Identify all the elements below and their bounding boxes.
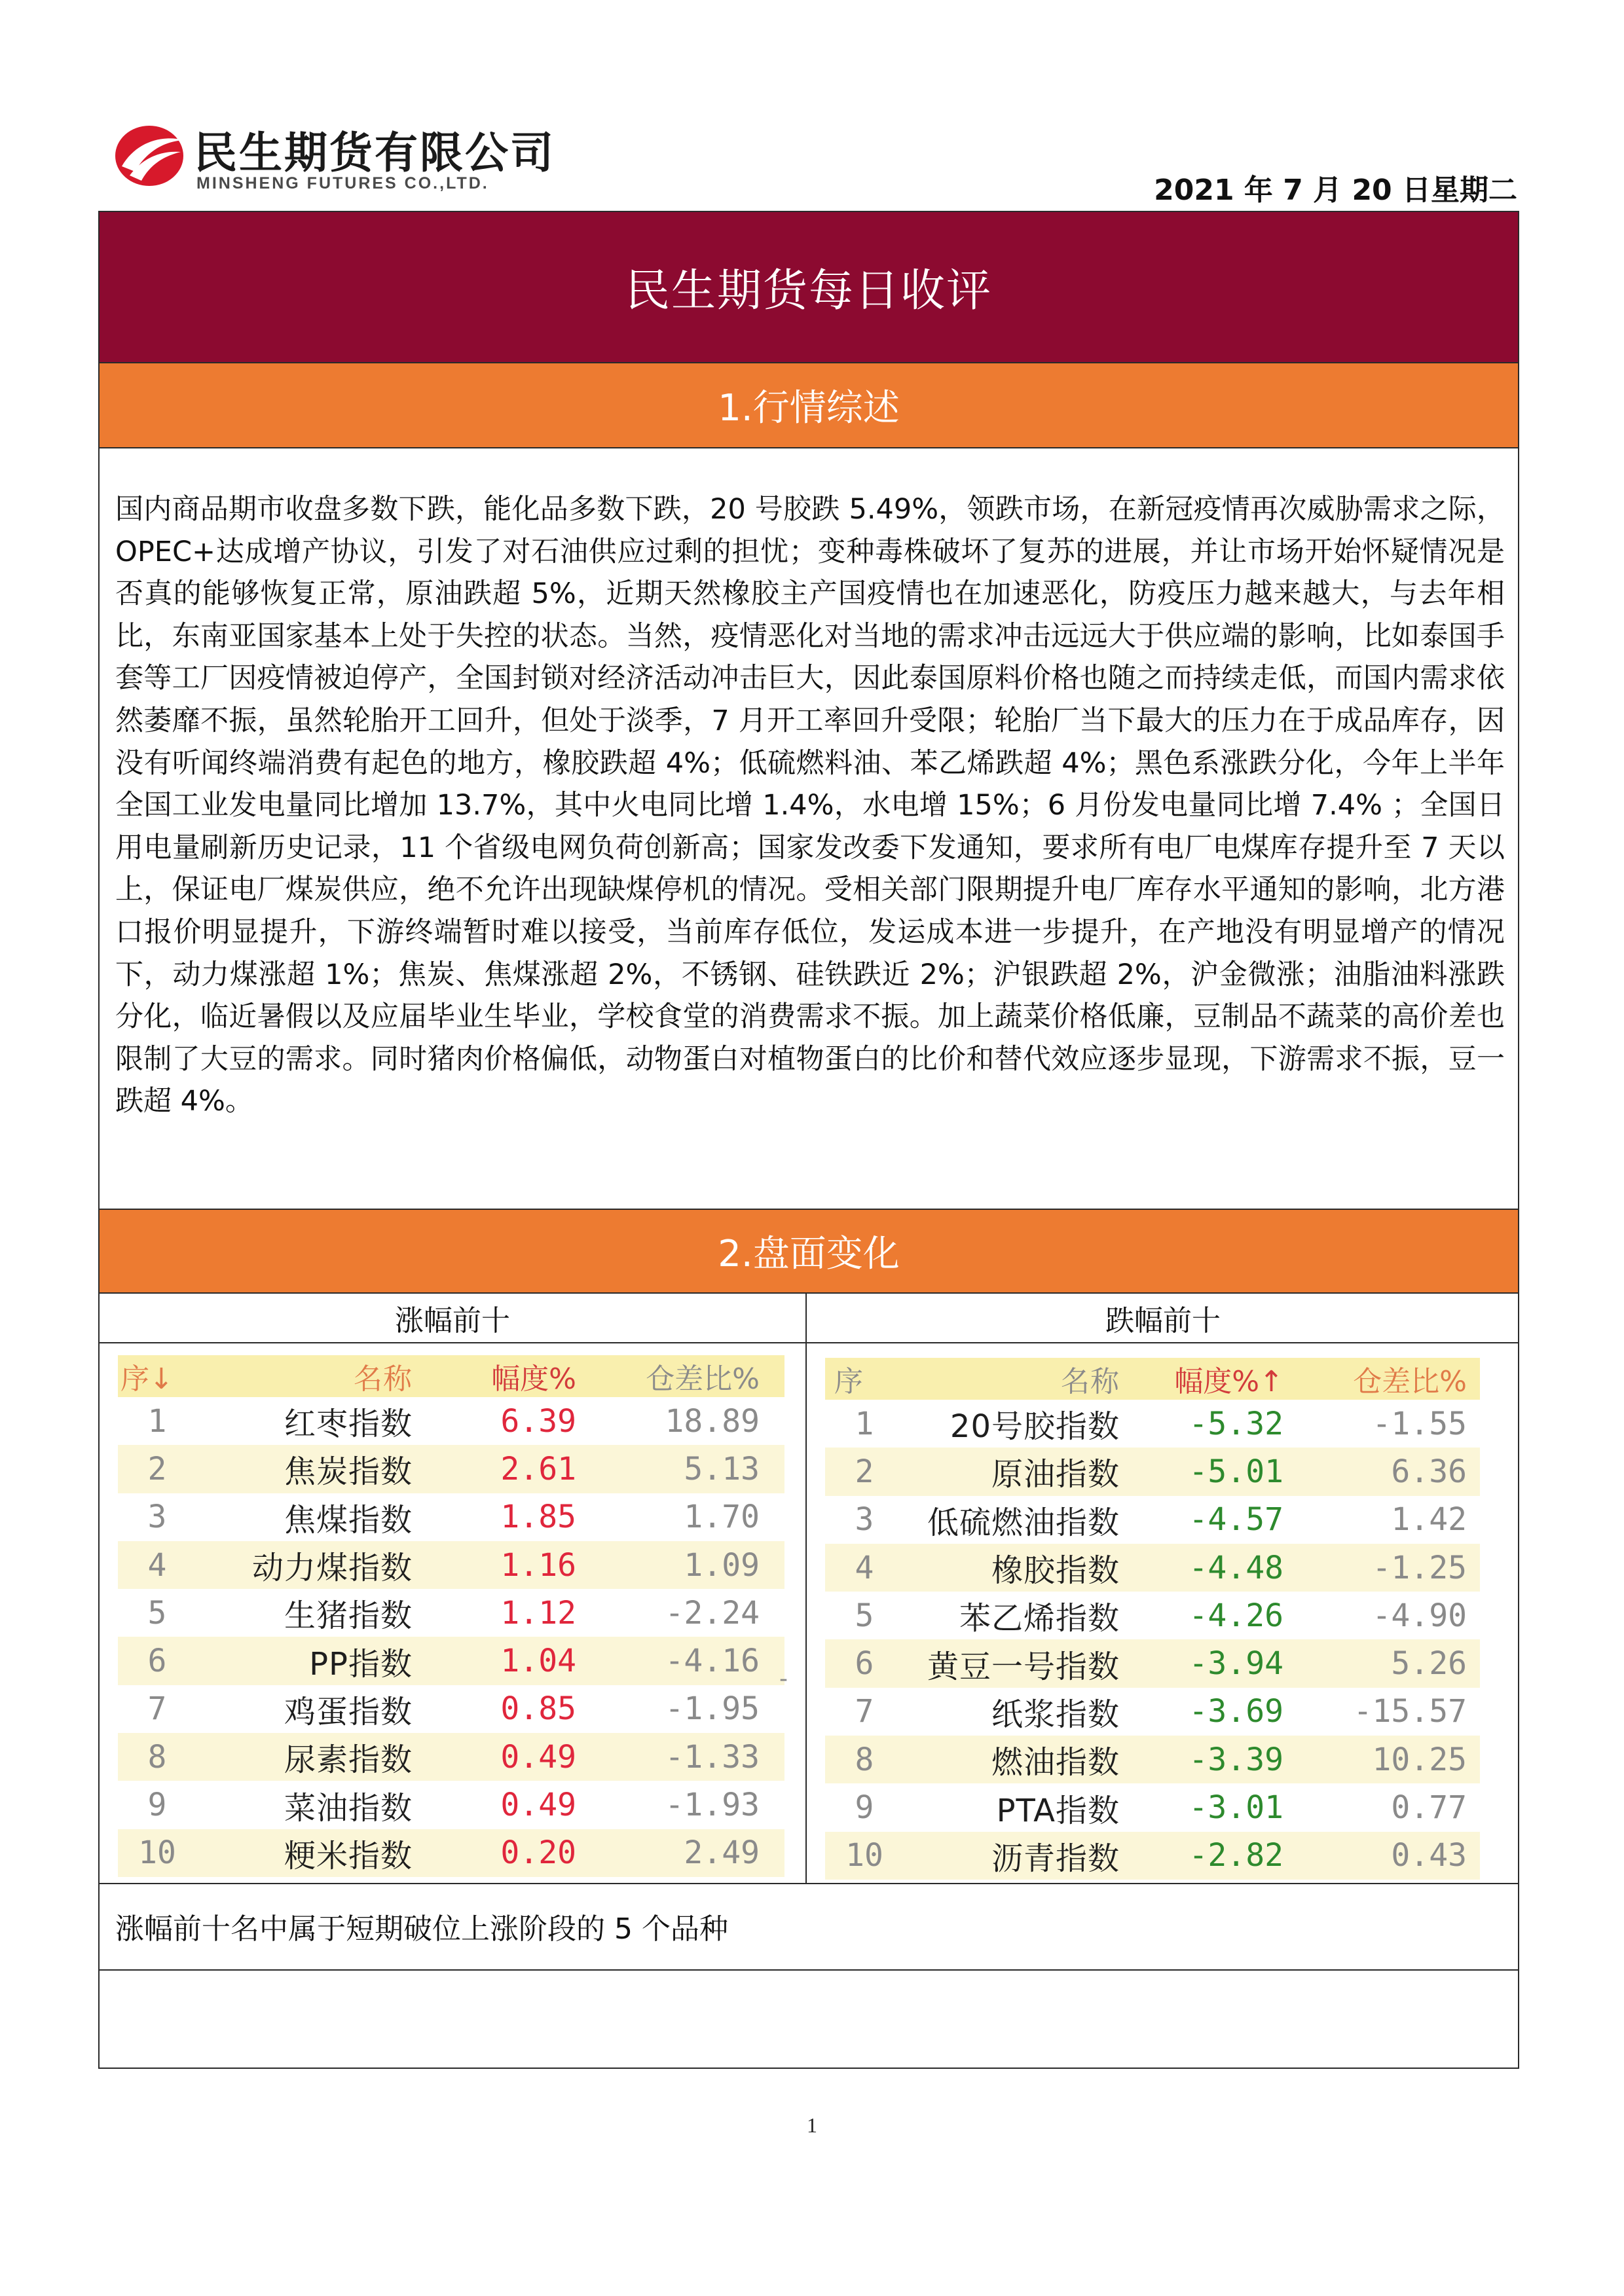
header-pct: 幅度% [491,1362,576,1396]
table-row [118,1493,784,1541]
row-number: 9 [147,1787,167,1824]
losers-table [825,1358,1480,1880]
row-position-change: 5.13 [684,1450,760,1487]
row-change-pct: -4.57 [1189,1501,1283,1539]
row-change-pct: -3.94 [1189,1645,1283,1683]
row-name: 鸡蛋指数 [284,1693,413,1730]
header-name: 名称 [1061,1365,1120,1398]
table-row [825,1592,1480,1639]
row-change-pct: 1.85 [500,1499,576,1536]
gainers-title: 涨幅前十 [100,1294,805,1343]
table-row [825,1448,1480,1495]
table-row [118,1397,784,1445]
header-no: 序 [834,1365,863,1398]
row-name: 20号胶指数 [950,1408,1120,1446]
row-position-change: 1.09 [684,1546,760,1584]
company-logo [110,115,568,200]
row-change-pct: 0.49 [500,1738,576,1776]
row-position-change: -4.16 [665,1643,760,1680]
section-market-change-title: 2.盘面变化 [100,1209,1518,1294]
row-number: 1 [147,1402,167,1440]
row-name: 黄豆一号指数 [927,1648,1120,1685]
report-title: 民生期货每日收评 [100,212,1518,363]
row-name: 橡胶指数 [991,1552,1120,1590]
row-number: 4 [855,1549,874,1586]
table-row [825,1832,1480,1880]
table-row [825,1688,1480,1736]
row-change-pct: -4.26 [1189,1597,1283,1634]
row-position-change: -4.90 [1372,1597,1467,1634]
row-number: 3 [147,1499,167,1536]
table-row [118,1589,784,1637]
row-name: 生猪指数 [284,1597,413,1635]
row-name: PP指数 [309,1645,413,1683]
row-position-change: 0.43 [1391,1837,1467,1874]
row-name: 低硫燃油指数 [927,1504,1120,1541]
row-number: 7 [147,1690,167,1728]
row-change-pct: 1.04 [500,1643,576,1680]
table-row [118,1685,784,1733]
row-change-pct: 0.49 [500,1787,576,1824]
row-position-change: 0.77 [1391,1789,1467,1827]
row-number: 3 [855,1501,874,1539]
row-change-pct: -5.01 [1189,1453,1283,1490]
header-no: 序↓ [120,1362,174,1396]
row-name: 焦煤指数 [284,1501,413,1539]
row-name: 原油指数 [991,1456,1120,1493]
row-position-change: 1.70 [684,1499,760,1536]
table-row [118,1733,784,1781]
column-divider [805,1294,807,1883]
minsheng-logo-icon [110,115,189,194]
row-number: 2 [855,1453,874,1490]
row-name: 红枣指数 [284,1406,413,1443]
row-position-change: -1.95 [665,1690,760,1728]
market-overview-text: 国内商品期市收盘多数下跌，能化品多数下跌，20 号胶跌 5.49%，领跌市场，在新冠疫情再次威胁需求之际，OPEC+达成增产协议，引发了对石油供应过剩的担忧；变种毒株破坏了复苏的进展，并让市场开始怀疑情况是否真的能够恢复正常，原油跌超 5%，近期天然橡胶主产国疫情也在加速恶化，防疫压力越来越大，与去年相比，东南亚国家基本上处于失控的状态。当然，疫情恶化对当地的需求冲击远远大于供应端的影响，比如泰国手套等工厂因疫情被迫停产，全国封锁对经济活动冲击巨大，因此泰国原料价格也随之而持续走低，而国内需求依然萎靡不振，虽然轮胎开工回升，但处于淡季，7 月开工率回升受限；轮胎厂当下最大的压力在于成品库存，因没有听闻终端消费有起色的地方，橡胶跌超 4%；低硫燃料油、苯乙烯跌超 4%；黑色系涨跌分化，今年上半年全国工业发电量同比增加 13.7%，其中火电同比增 1.4%，水电增 15%；6 月份发电量同比增 7.4% ；全国日用电量刷新历史记录，11 个省级电网负荷创新高；国家发改委下发通知，要求所有电厂电煤库存提升至 7 天以上，保证电厂煤炭供应，绝不允许出现缺煤停机的情况。受相关部门限期提升电厂库存水平通知的影响，北方港口报价明显提升，下游终端暂时难以接受，当前库存低位，发运成本进一步提升，在产地没有明显增产的情况下，动力煤涨超 1%；焦炭、焦煤涨超 2%，不锈钢、硅铁跌近 2%；沪银跌超 2%，沪金微涨；油脂油料涨跌分化，临近暑假以及应届毕业生毕业，学校食堂的消费需求不振。加上蔬菜价格低廉，豆制品不蔬菜的高价差也限制了大豆的需求。同时猪肉价格偏低，动物蛋白对植物蛋白的比价和替代效应逐步显现，下游需求不振，豆一跌超 4%。 [115,493,1505,1118]
breakout-note: 涨幅前十名中属于短期破位上涨阶段的 5 个品种 [115,1912,728,1946]
row-number: 10 [845,1837,883,1874]
report-frame [98,211,1519,2069]
company-name-en: MINSHENG FUTURES CO.,LTD. [196,174,489,192]
row-position-change: -1.33 [665,1738,760,1776]
row-name: PTA指数 [996,1792,1120,1829]
header-position: 仓差比% [1353,1365,1467,1398]
row-change-pct: -2.82 [1189,1837,1283,1874]
table-row [118,1541,784,1589]
row-change-pct: 1.12 [500,1594,576,1631]
table-row [825,1639,1480,1687]
row-position-change: -1.55 [1372,1405,1467,1442]
row-change-pct: -3.69 [1189,1693,1283,1730]
row-position-change: 6.36 [1391,1453,1467,1490]
row-position-change: 10.25 [1372,1741,1467,1778]
table-row [825,1400,1480,1448]
row-change-pct: -3.39 [1189,1741,1283,1778]
row-position-change: -15.57 [1353,1693,1467,1730]
row-number: 4 [147,1546,167,1584]
table-row [825,1544,1480,1592]
row-number: 2 [147,1450,167,1487]
gainers-table [118,1355,784,1877]
row-name: 动力煤指数 [251,1550,413,1587]
ranking-tables [100,1294,1518,2057]
row-position-change: -1.25 [1372,1549,1467,1586]
table-row [118,1637,784,1685]
row-name: 纸浆指数 [991,1696,1120,1733]
tables-divider [100,1883,1518,1884]
table-row [118,1445,784,1493]
row-position-change: 1.42 [1391,1501,1467,1539]
company-name-cn: 民生期货有限公司 [194,128,555,178]
header-position: 仓差比% [646,1362,760,1396]
table-row [825,1783,1480,1831]
report-date: 2021 年 7 月 20 日星期二 [1154,173,1517,207]
row-change-pct: 0.20 [500,1834,576,1872]
note-divider [100,1969,1518,1971]
losers-title: 跌幅前十 [807,1294,1519,1343]
row-number: 6 [147,1643,167,1680]
row-change-pct: -4.48 [1189,1549,1283,1586]
row-number: 10 [138,1834,176,1872]
row-change-pct: 0.85 [500,1690,576,1728]
row-number: 1 [855,1405,874,1442]
row-name: 苯乙烯指数 [959,1600,1120,1637]
row-change-pct: 1.16 [500,1546,576,1584]
row-name: 焦炭指数 [284,1453,413,1491]
losers-table-header [825,1358,1480,1400]
row-change-pct: 2.61 [500,1450,576,1487]
row-name: 菜油指数 [284,1789,413,1827]
row-number: 8 [855,1741,874,1778]
row-number: 6 [855,1645,874,1683]
row-position-change: -2.24 [665,1594,760,1631]
header-pct: 幅度%↑ [1174,1365,1283,1398]
section-overview-title: 1.行情综述 [100,363,1518,448]
row-position-change: 2.49 [684,1834,760,1872]
row-change-pct: 6.39 [500,1402,576,1440]
table-row [825,1736,1480,1783]
row-number: 5 [147,1594,167,1631]
row-number: 5 [855,1597,874,1634]
row-name: 燃油指数 [991,1744,1120,1781]
gainers-table-header [118,1355,784,1397]
row-position-change: 18.89 [665,1402,760,1440]
header-name: 名称 [354,1362,413,1396]
row-position-change: 5.26 [1391,1645,1467,1683]
table-row [118,1829,784,1877]
page-number: 1 [807,2113,817,2137]
row-change-pct: -5.32 [1189,1405,1283,1442]
table-row [825,1496,1480,1544]
row-position-change: -1.93 [665,1787,760,1824]
row-number: 9 [855,1789,874,1827]
row-change-pct: -3.01 [1189,1789,1283,1827]
row-number: 7 [855,1693,874,1730]
row-name: 粳米指数 [284,1837,413,1874]
row-name: 尿素指数 [284,1741,413,1779]
stray-mark: - [779,1666,788,1692]
table-row [118,1781,784,1829]
row-number: 8 [147,1738,167,1776]
row-name: 沥青指数 [991,1840,1120,1877]
